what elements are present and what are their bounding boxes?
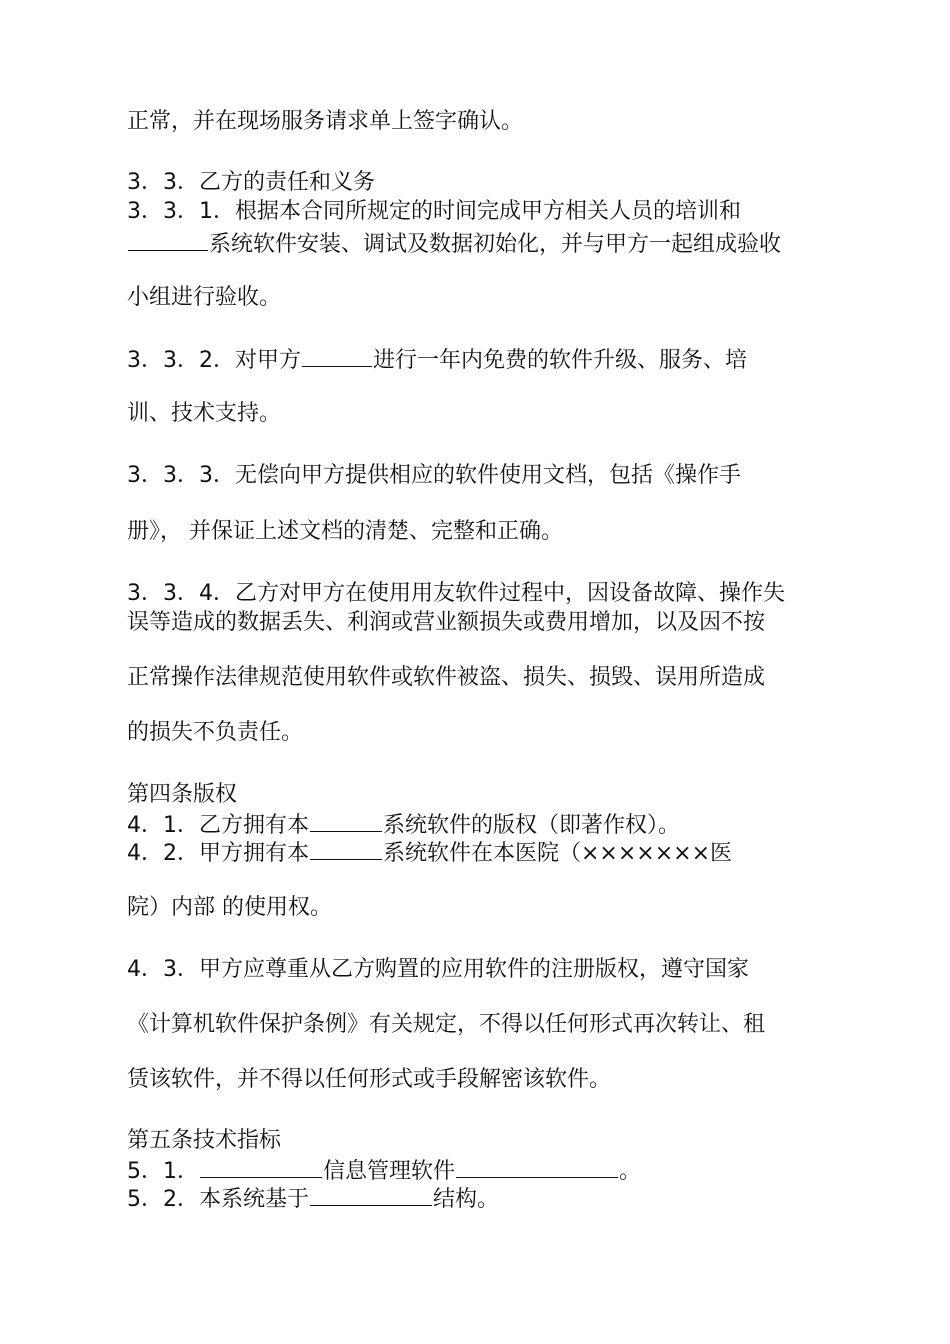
line-text: 院）内部 的使用权。: [127, 895, 332, 920]
line-text: 小组进行验收。: [127, 285, 282, 310]
paragraph-line: [127, 283, 281, 313]
line-text: 5．2．本系统基于: [127, 1187, 309, 1212]
paragraph-line: [127, 955, 749, 985]
section-heading: [127, 168, 375, 198]
paragraph-line: [127, 517, 563, 547]
line-text: 3．3．1．根据本合同所规定的时间完成甲方相关人员的培训和: [127, 199, 741, 224]
line-text: 训、技术支持。: [127, 401, 282, 426]
line-text: 。: [619, 1159, 642, 1184]
line-text: 的损失不负责任。: [127, 720, 304, 745]
line-text: 系统软件的版权（即著作权）。: [383, 813, 681, 838]
line-text: 册》， 并保证上述文档的清楚、完整和正确。: [127, 519, 563, 544]
fill-in-blank: [128, 228, 208, 251]
fill-in-blank: [302, 344, 372, 367]
paragraph-line: [127, 837, 732, 869]
line-text: 5．1．: [127, 1159, 199, 1184]
paragraph-line: [127, 893, 332, 923]
line-text: 4．1．乙方拥有本: [127, 813, 309, 838]
heading-text: 3．3．乙方的责任和义务: [127, 170, 375, 195]
paragraph-line: [127, 344, 747, 376]
fill-in-blank: [310, 837, 382, 860]
article-heading: [127, 1126, 281, 1156]
line-text: 误等造成的数据丢失、利润或营业额损失或费用增加，以及因不按: [127, 610, 766, 635]
paragraph-line: [127, 579, 785, 609]
line-text: 赁该软件，并不得以任何形式或手段解密该软件。: [127, 1067, 612, 1092]
line-text: 正常，并在现场服务请求单上签字确认。: [127, 109, 524, 134]
line-text: 进行一年内免费的软件升级、服务、培: [373, 348, 748, 373]
paragraph-line: [127, 1183, 499, 1215]
line-text: 系统软件安装、调试及数据初始化，并与甲方一起组成验收: [209, 232, 782, 257]
fill-in-blank: [456, 1155, 618, 1178]
paragraph-line: [127, 197, 741, 227]
line-text: 3．3．2．对甲方: [127, 348, 301, 373]
fill-in-blank: [310, 1183, 432, 1206]
line-text: 《计算机软件保护条例》有关规定，不得以任何形式再次转让、租: [127, 1012, 766, 1037]
paragraph-line: [127, 718, 303, 748]
line-text: 正常操作法律规范使用软件或软件被盗、损失、损毁、误用所造成: [127, 665, 766, 690]
paragraph-line: [127, 608, 765, 638]
heading-text: 第五条技术指标: [127, 1128, 282, 1153]
line-text: 结构。: [433, 1187, 500, 1212]
paragraph-line: [127, 399, 281, 429]
paragraph-line: [127, 461, 741, 491]
line-text: 系统软件在本医院（×××××××医: [383, 841, 733, 866]
line-text: 4．2．甲方拥有本: [127, 841, 309, 866]
paragraph-line: [127, 107, 523, 137]
fill-in-blank: [200, 1155, 322, 1178]
line-text: 3．3．4．乙方对甲方在使用用友软件过程中，因设备故障、操作失: [127, 581, 785, 606]
paragraph-line: [127, 228, 781, 260]
line-text: 信息管理软件: [323, 1159, 456, 1184]
line-text: 4．3．甲方应尊重从乙方购置的应用软件的注册版权，遵守国家: [127, 957, 749, 982]
line-text: 3．3．3．无偿向甲方提供相应的软件使用文档，包括《操作手: [127, 463, 741, 488]
paragraph-line: [127, 1010, 765, 1040]
heading-text: 第四条版权: [127, 782, 238, 807]
paragraph-line: [127, 663, 765, 693]
article-heading: [127, 780, 237, 810]
paragraph-line: [127, 1065, 611, 1095]
fill-in-blank: [310, 809, 382, 832]
